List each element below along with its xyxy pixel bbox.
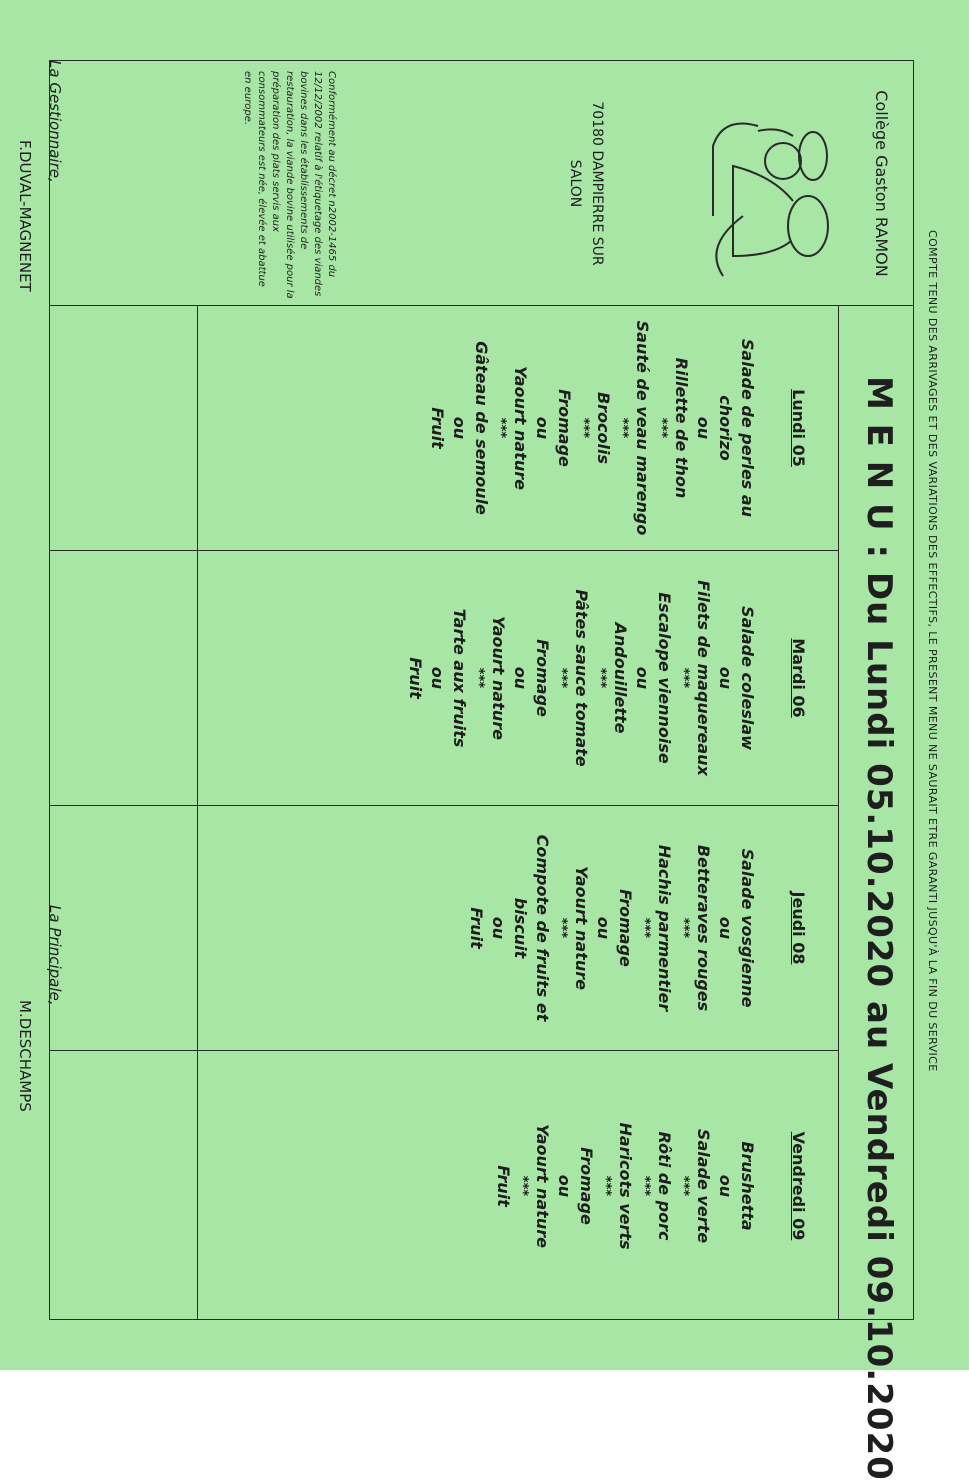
course-separator: ***: [637, 1175, 652, 1197]
dish-item: Fromage: [533, 639, 552, 717]
course-separator: ***: [576, 417, 591, 439]
day-header: Mardi 06: [789, 638, 808, 718]
dish-item: Fruit: [406, 657, 425, 699]
course-separator: ***: [471, 667, 486, 689]
dish-item: Sauté de veau marengo: [633, 320, 652, 536]
course-separator: ***: [676, 917, 691, 939]
day-header: Lundi 05: [789, 389, 808, 467]
gestionnaire-title: La Gestionnaire,: [46, 60, 64, 183]
course-separator: ***: [554, 667, 569, 689]
course-separator: ***: [598, 1175, 613, 1197]
dish-item: Rôti de porc: [655, 1131, 674, 1241]
course-separator: ***: [637, 917, 652, 939]
dish-item: Andouillette: [611, 622, 630, 734]
dish-item: Tarte aux fruits: [450, 608, 469, 748]
course-separator: ***: [615, 417, 630, 439]
or-label: ou: [594, 916, 613, 940]
dish-item: Pâtes sauce tomate: [572, 589, 591, 767]
day-header: Vendredi 09: [789, 1131, 808, 1241]
dish-item: Salade verte: [694, 1128, 713, 1244]
dish-item: Haricots verts: [616, 1122, 635, 1250]
address-line-1: 70180 DAMPIERRE SUR: [589, 101, 605, 266]
dish-item: Yaourt nature: [533, 1124, 552, 1248]
or-label: ou: [511, 666, 530, 690]
dish-item: Yaourt nature: [489, 616, 508, 740]
dish-item: Yaourt nature: [572, 866, 591, 990]
course-separator: ***: [676, 1175, 691, 1197]
dish-item: Betteraves rouges: [694, 844, 713, 1012]
dish-item: Salade de perles au: [738, 338, 757, 518]
or-label: ou: [428, 666, 447, 690]
beef-origin-decree: Conformément au décret n2002-1465 du 12/12/2002 relatif à l'étiquetage des viandes bovines dans les établissements de restauration, la viande bovine utilisée pour la préparation des plats servis aux consommateurs est née, élevée et abattue en europe.: [242, 71, 337, 299]
availability-notice: COMPTE TENU DES ARRIVAGES ET DES VARIATIONS DES EFFECTIFS, LE PRESENT MENU NE SAURAIT ETRE GARANTI JUSQU'À LA FIN DU SERVICE: [926, 230, 939, 1072]
dish-item: Rillette de thon: [672, 357, 691, 499]
dish-item: Fruit: [467, 907, 486, 949]
dish-item: Brocolis: [594, 391, 613, 465]
dish-item: Fruit: [494, 1165, 513, 1207]
or-label: ou: [489, 916, 508, 940]
course-separator: ***: [515, 1175, 530, 1197]
course-separator: ***: [493, 417, 508, 439]
dish-item: Brushetta: [738, 1141, 757, 1231]
address-line-2: SALON: [567, 159, 583, 208]
dish-item: Fruit: [428, 407, 447, 449]
dish-item: Hachis parmentier: [655, 844, 674, 1012]
or-label: ou: [716, 666, 735, 690]
course-separator: ***: [593, 667, 608, 689]
day-header: Jeudi 08: [789, 891, 808, 965]
or-label: ou: [555, 1174, 574, 1198]
dish-item: Gâteau de semoule: [472, 341, 491, 515]
college-name: Collège Gaston RAMON: [872, 90, 891, 277]
or-label: ou: [450, 416, 469, 440]
or-label: ou: [633, 666, 652, 690]
dish-item: Filets de maquereaux: [694, 580, 713, 776]
dish-item: Yaourt nature: [511, 366, 530, 490]
dish-item: Fromage: [616, 889, 635, 967]
course-separator: ***: [676, 667, 691, 689]
dish-item: Salade coleslaw: [738, 606, 757, 750]
course-separator: ***: [654, 417, 669, 439]
principale-name: M.DESCHAMPS: [16, 1000, 34, 1112]
dish-item: Escalope viennoise: [655, 592, 674, 764]
principale-title: La Principale,: [46, 905, 64, 1006]
or-label: ou: [716, 1174, 735, 1198]
dish-item: biscuit: [511, 897, 530, 959]
dish-item: Fromage: [577, 1147, 596, 1225]
dish-item: Fromage: [555, 389, 574, 467]
dish-item: Compote de fruits et: [533, 834, 552, 1022]
course-separator: ***: [554, 917, 569, 939]
or-label: ou: [533, 416, 552, 440]
or-label: ou: [716, 916, 735, 940]
menu-title: M E N U : Du Lundi 05.10.2020 au Vendredi 09.10.2020: [859, 376, 899, 1481]
or-label: ou: [694, 416, 713, 440]
dish-item: chorizo: [716, 395, 735, 461]
dish-item: Salade vosgienne: [738, 848, 757, 1008]
gestionnaire-name: F.DUVAL-MAGNENET: [16, 140, 34, 292]
